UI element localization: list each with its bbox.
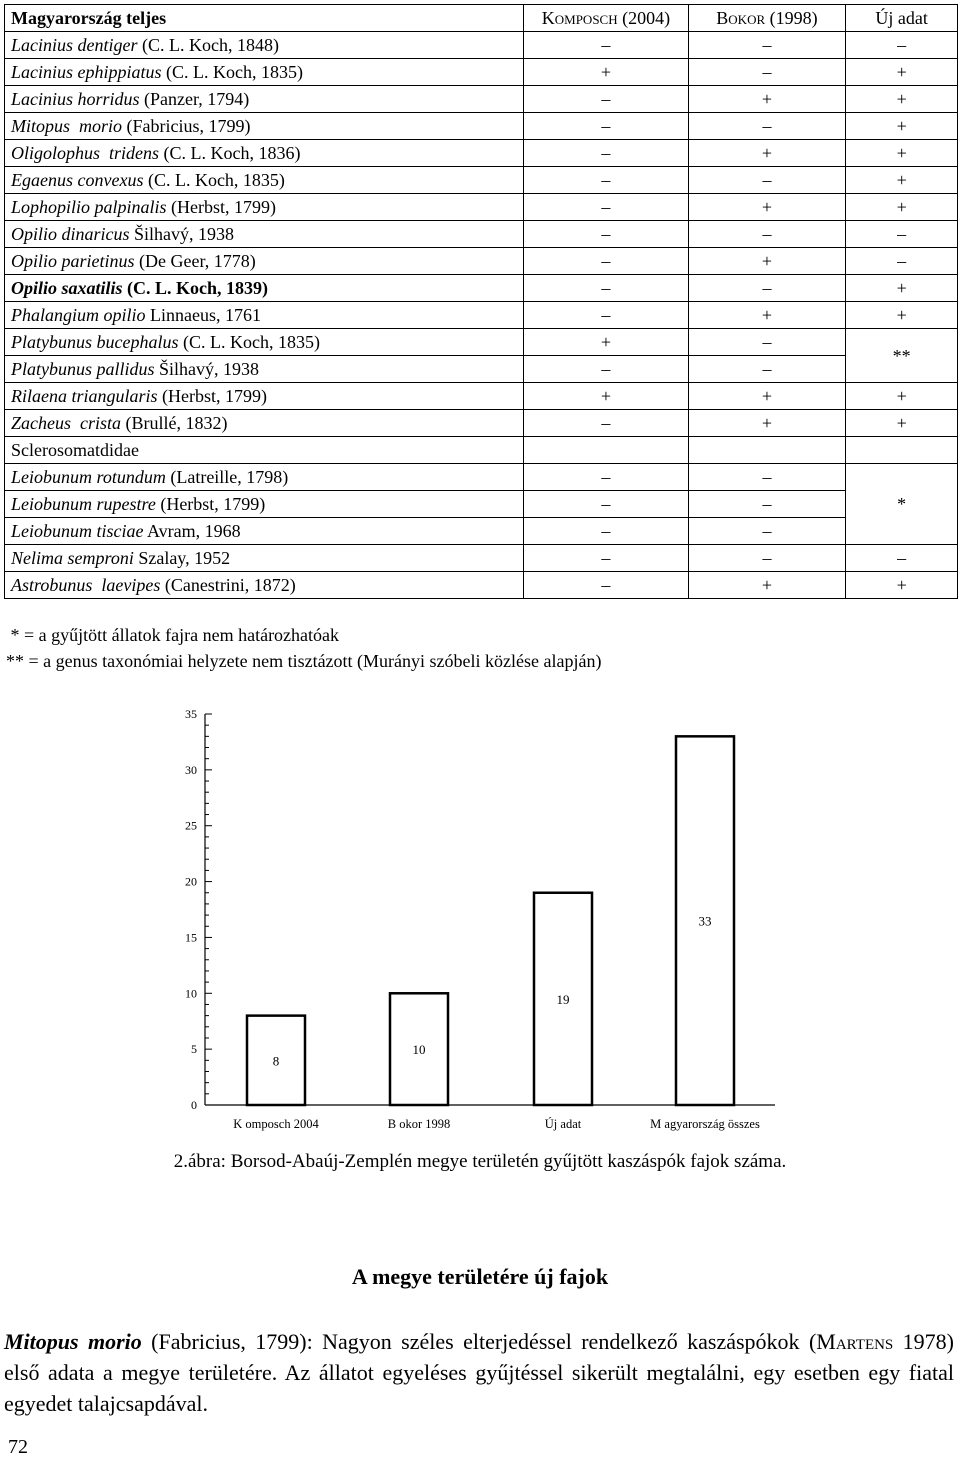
author-year: (Panzer, 1794)	[144, 89, 250, 109]
footnotes	[6, 622, 601, 674]
new-data-cell: +	[846, 383, 958, 410]
genus-species: Phalangium opilio	[11, 305, 146, 325]
table-row	[5, 167, 958, 194]
species-name-cell	[5, 383, 524, 410]
komposch-cell: –	[524, 545, 688, 572]
species-name-cell	[5, 302, 524, 329]
species-count-bar-chart	[150, 700, 810, 1140]
body-paragraph	[4, 1326, 954, 1419]
table-row	[5, 383, 958, 410]
author-year: (C. L. Koch, 1848)	[142, 35, 279, 55]
footnote-double-star: ** = a genus taxonómiai helyzete nem tisztázott (Murányi szóbeli közlése alapján)	[6, 651, 602, 671]
y-tick-label: 15	[185, 930, 197, 945]
komposch-cell: –	[524, 248, 688, 275]
author-year: (C. L. Koch, 1835)	[182, 332, 320, 352]
new-data-cell: +	[846, 302, 958, 329]
species-name-cell	[5, 572, 524, 599]
paragraph-text-1: (Fabricius, 1799): Nagyon széles elterjedéssel rendelkező kaszáspókok (	[141, 1329, 817, 1354]
bokor-cell: –	[688, 356, 846, 383]
bokor-cell: +	[688, 302, 846, 329]
new-data-cell: –	[846, 221, 958, 248]
genus-species: Opilio dinaricus	[11, 224, 130, 244]
komposch-cell: –	[524, 32, 688, 59]
table-row	[5, 86, 958, 113]
author-year: Avram, 1968	[147, 521, 241, 541]
author-martens: Martens	[816, 1329, 894, 1354]
author-year: Šilhavý, 1938	[134, 224, 235, 244]
bokor-cell: –	[688, 167, 846, 194]
figure-caption: 2.ábra: Borsod-Abaúj-Zemplén megye területén gyűjtött kaszáspók fajok száma.	[173, 1151, 787, 1172]
bokor-cell: –	[688, 329, 846, 356]
table-row	[5, 59, 958, 86]
bokor-cell: –	[688, 221, 846, 248]
table-row	[5, 491, 958, 518]
author-year: (C. L. Koch, 1839)	[127, 278, 269, 298]
author-year: (De Geer, 1778)	[139, 251, 256, 271]
species-name-cell	[5, 464, 524, 491]
new-data-cell: +	[846, 410, 958, 437]
species-table	[4, 4, 958, 599]
species-name-cell	[5, 59, 524, 86]
komposch-cell: –	[524, 410, 688, 437]
genus-species: Rilaena triangularis	[11, 386, 158, 406]
genus-species: Opilio parietinus	[11, 251, 135, 271]
new-data-cell: +	[846, 167, 958, 194]
species-name-cell	[5, 221, 524, 248]
paragraph-text-2: 1978) első adata a megye területére. Az állatot egyeléses gyűjtéssel sikerült megtalálni, egy esetben egy fiatal egyedet talajcsapdával.	[4, 1329, 955, 1416]
family-name: Sclerosomatdidae	[5, 437, 524, 464]
table-row	[5, 302, 958, 329]
bokor-cell: –	[688, 464, 846, 491]
new-data-cell: +	[846, 113, 958, 140]
bokor-cell: –	[688, 32, 846, 59]
author-year: Šilhavý, 1938	[159, 359, 260, 379]
bar-data-label: 8	[272, 1053, 280, 1069]
bokor-cell: –	[688, 491, 846, 518]
footnote-single-star: * = a gyűjtött állatok fajra nem határozhatóak	[6, 625, 340, 645]
author-year: (Herbst, 1799)	[160, 494, 266, 514]
new-data-cell: *	[846, 464, 958, 545]
genus-species: Lophopilio palpinalis	[11, 197, 167, 217]
genus-species: Opilio saxatilis	[11, 278, 123, 298]
genus-species: Mitopus morio	[11, 116, 123, 136]
bokor-cell: –	[688, 113, 846, 140]
bokor-cell: +	[688, 194, 846, 221]
section-heading: A megye területére új fajok	[351, 1264, 609, 1289]
new-data-cell: –	[846, 545, 958, 572]
bokor-cell: –	[688, 59, 846, 86]
komposch-cell: –	[524, 86, 688, 113]
species-name-cell	[5, 491, 524, 518]
bokor-cell: –	[688, 545, 846, 572]
bar-data-label: 19	[556, 991, 570, 1007]
new-data-cell: +	[846, 572, 958, 599]
header-hungary-total: Magyarország teljes	[5, 5, 524, 32]
komposch-cell: –	[524, 464, 688, 491]
komposch-cell: +	[524, 329, 688, 356]
table-row	[5, 518, 958, 545]
table-row	[5, 437, 958, 464]
komposch-cell: –	[524, 518, 688, 545]
empty-cell	[846, 437, 958, 464]
author-year: (C. L. Koch, 1835)	[166, 62, 303, 82]
komposch-cell: –	[524, 491, 688, 518]
bokor-cell: –	[688, 275, 846, 302]
bokor-cell: +	[688, 410, 846, 437]
y-tick-label: 25	[185, 818, 197, 833]
table-row	[5, 221, 958, 248]
genus-species: Platybunus pallidus	[11, 359, 155, 379]
new-data-cell: –	[846, 32, 958, 59]
header-komposch: Komposch (2004)	[524, 5, 688, 32]
new-data-cell: +	[846, 275, 958, 302]
komposch-cell: –	[524, 221, 688, 248]
species-name: Mitopus morio	[4, 1329, 142, 1354]
komposch-cell: –	[524, 140, 688, 167]
empty-cell	[688, 437, 846, 464]
genus-species: Leiobunum rupestre	[11, 494, 156, 514]
species-name-cell	[5, 32, 524, 59]
author-year: (Canestrini, 1872)	[164, 575, 296, 595]
species-name-cell	[5, 545, 524, 572]
genus-species: Nelima semproni	[11, 548, 134, 568]
x-category-label: M agyarország összes	[650, 1117, 760, 1131]
genus-species: Platybunus bucephalus	[11, 332, 179, 352]
bokor-cell: +	[688, 383, 846, 410]
y-tick-label: 0	[191, 1098, 197, 1112]
author-year: (C. L. Koch, 1836)	[163, 143, 301, 163]
x-category-label: Új adat	[544, 1117, 582, 1131]
species-name-cell	[5, 167, 524, 194]
y-tick-label: 10	[185, 986, 197, 1001]
new-data-cell: **	[846, 329, 958, 383]
table-row	[5, 410, 958, 437]
table-row	[5, 113, 958, 140]
y-tick-label: 30	[185, 762, 197, 777]
table-row	[5, 275, 958, 302]
author-year: (Herbst, 1799)	[162, 386, 267, 406]
species-name-cell	[5, 275, 524, 302]
table-row	[5, 248, 958, 275]
table-row	[5, 32, 958, 59]
bokor-cell: +	[688, 86, 846, 113]
species-name-cell	[5, 518, 524, 545]
komposch-cell: –	[524, 194, 688, 221]
komposch-cell: –	[524, 113, 688, 140]
new-data-cell: +	[846, 86, 958, 113]
komposch-cell: +	[524, 383, 688, 410]
author-year: (Latreille, 1798)	[170, 467, 289, 487]
author-year: (Brullé, 1832)	[125, 413, 228, 433]
bokor-cell: +	[688, 572, 846, 599]
header-new-data: Új adat	[846, 5, 958, 32]
author-year: Szalay, 1952	[138, 548, 231, 568]
table-row	[5, 194, 958, 221]
genus-species: Leiobunum tisciae	[11, 521, 144, 541]
komposch-cell: –	[524, 356, 688, 383]
komposch-cell: –	[524, 302, 688, 329]
genus-species: Leiobunum rotundum	[11, 467, 166, 487]
table-header-row	[5, 5, 958, 32]
table-row	[5, 464, 958, 491]
author-year: Linnaeus, 1761	[150, 305, 261, 325]
y-tick-label: 5	[191, 1042, 197, 1057]
x-category-label: K omposch 2004	[233, 1117, 319, 1131]
genus-species: Astrobunus laevipes	[11, 575, 161, 595]
author-year: (C. L. Koch, 1835)	[147, 170, 285, 190]
author-year: (Fabricius, 1799)	[126, 116, 251, 136]
table-row	[5, 545, 958, 572]
genus-species: Egaenus convexus	[11, 170, 144, 190]
new-data-cell: +	[846, 194, 958, 221]
bar-data-label: 33	[698, 913, 712, 929]
bokor-cell: +	[688, 248, 846, 275]
komposch-cell: +	[524, 59, 688, 86]
table-row	[5, 356, 958, 383]
species-name-cell	[5, 140, 524, 167]
species-name-cell	[5, 356, 524, 383]
bokor-cell: +	[688, 140, 846, 167]
y-tick-label: 20	[185, 874, 197, 889]
species-name-cell	[5, 113, 524, 140]
bokor-cell: –	[688, 518, 846, 545]
species-name-cell	[5, 410, 524, 437]
new-data-cell: +	[846, 140, 958, 167]
table-row	[5, 572, 958, 599]
x-category-label: B okor 1998	[387, 1117, 451, 1131]
header-bokor: Bokor (1998)	[688, 5, 846, 32]
species-name-cell	[5, 248, 524, 275]
genus-species: Lacinius dentiger	[11, 35, 138, 55]
komposch-cell: –	[524, 167, 688, 194]
species-name-cell	[5, 194, 524, 221]
author-year: (Herbst, 1799)	[171, 197, 277, 217]
komposch-cell: –	[524, 572, 688, 599]
genus-species: Lacinius horridus	[11, 89, 140, 109]
new-data-cell: –	[846, 248, 958, 275]
genus-species: Zacheus crista	[11, 413, 121, 433]
page-number: 72	[8, 1436, 28, 1458]
table-row	[5, 329, 958, 356]
genus-species: Oligolophus tridens	[11, 143, 160, 163]
bar-data-label: 10	[412, 1042, 426, 1058]
new-data-cell: +	[846, 59, 958, 86]
table-row	[5, 140, 958, 167]
empty-cell	[524, 437, 688, 464]
species-name-cell	[5, 86, 524, 113]
y-tick-label: 35	[185, 707, 197, 721]
komposch-cell: –	[524, 275, 688, 302]
species-name-cell	[5, 329, 524, 356]
genus-species: Lacinius ephippiatus	[11, 62, 162, 82]
